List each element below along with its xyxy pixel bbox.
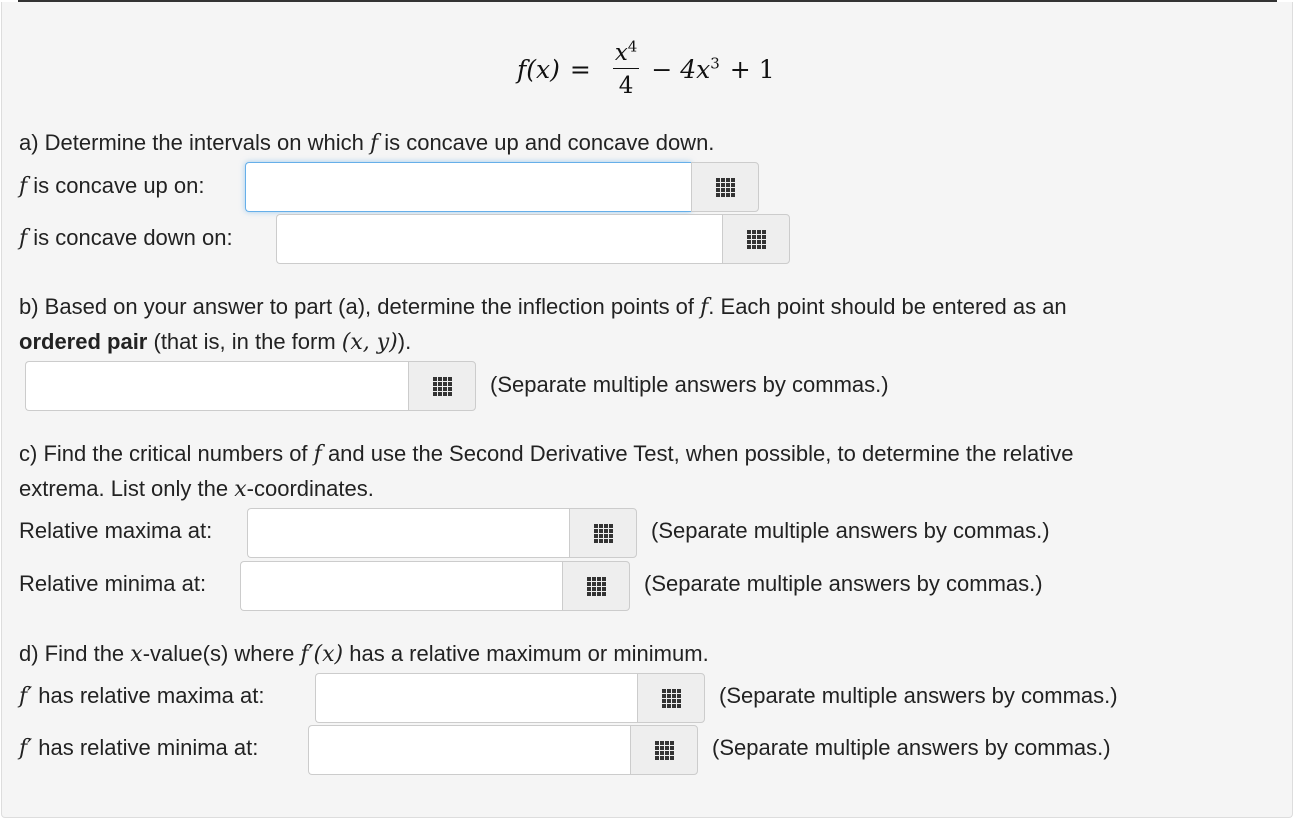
equation-lhs: f(x) xyxy=(517,54,560,84)
grid-icon xyxy=(662,689,681,708)
relative-minima-group xyxy=(240,561,630,611)
concave-up-label: f is concave up on: xyxy=(19,173,205,199)
fraction-denominator: 4 xyxy=(613,68,640,99)
concave-up-group xyxy=(245,162,759,212)
fprime-minima-group xyxy=(308,725,698,775)
relative-minima-hint: (Separate multiple answers by commas.) xyxy=(644,571,1043,596)
numerator-exponent: 4 xyxy=(627,36,638,55)
fprime-maxima-group xyxy=(315,673,705,723)
inflection-points-math-button[interactable] xyxy=(408,361,476,411)
part-b-prompt-line-2: ordered pair (that is, in the form (x, y)). xyxy=(19,329,412,355)
part-a-prompt: a) Determine the intervals on which f is concave up and concave down. xyxy=(19,130,715,156)
fprime-maxima-input[interactable] xyxy=(315,673,637,723)
equation-equals: = xyxy=(569,54,591,84)
concave-down-group xyxy=(276,214,790,264)
concave-down-input[interactable] xyxy=(276,214,722,264)
grid-icon xyxy=(747,230,766,249)
equation-fraction xyxy=(609,36,644,99)
fprime-minima-hint: (Separate multiple answers by commas.) xyxy=(712,735,1111,760)
part-c-prompt-line-2: extrema. List only the x-coordinates. xyxy=(19,476,374,502)
fprime-maxima-math-button[interactable] xyxy=(637,673,705,723)
relative-maxima-group xyxy=(247,508,637,558)
grid-icon xyxy=(587,577,606,596)
concave-up-input[interactable] xyxy=(245,162,691,212)
equation-term-3: + 1 xyxy=(729,54,775,84)
part-b-prompt-line-1: b) Based on your answer to part (a), determine the inflection points of f. Each point should be entered as an xyxy=(19,294,1067,320)
relative-minima-input[interactable] xyxy=(240,561,562,611)
concave-down-label: f is concave down on: xyxy=(19,225,233,251)
relative-maxima-input[interactable] xyxy=(247,508,569,558)
part-c-prompt-line-1: c) Find the critical numbers of f and use the Second Derivative Test, when possible, to determine the relative xyxy=(19,441,1074,467)
fprime-minima-math-button[interactable] xyxy=(630,725,698,775)
relative-maxima-math-button[interactable] xyxy=(569,508,637,558)
grid-icon xyxy=(716,178,735,197)
relative-minima-label: Relative minima at: xyxy=(19,571,207,596)
inflection-points-group xyxy=(25,361,476,411)
relative-maxima-hint: (Separate multiple answers by commas.) xyxy=(651,518,1050,543)
inflection-points-input[interactable] xyxy=(25,361,408,411)
grid-icon xyxy=(594,524,613,543)
term-2-exponent: 3 xyxy=(710,54,720,73)
fprime-maxima-label: f′ has relative maxima at: xyxy=(19,683,265,709)
equation-term-2: − $4x^3$ xyxy=(651,54,720,84)
grid-icon xyxy=(655,741,674,760)
relative-minima-math-button[interactable] xyxy=(562,561,630,611)
fraction-numerator: x xyxy=(614,39,628,66)
fprime-minima-label: f′ has relative minima at: xyxy=(19,735,259,761)
part-d-prompt: d) Find the x-value(s) where f′(x) has a relative maximum or minimum. xyxy=(19,641,709,667)
concave-down-math-button[interactable] xyxy=(722,214,790,264)
relative-maxima-label: Relative maxima at: xyxy=(19,518,213,543)
grid-icon xyxy=(433,377,452,396)
concave-up-math-button[interactable] xyxy=(691,162,759,212)
inflection-points-hint: (Separate multiple answers by commas.) xyxy=(490,372,889,397)
fprime-maxima-hint: (Separate multiple answers by commas.) xyxy=(719,683,1118,708)
fprime-minima-input[interactable] xyxy=(308,725,630,775)
function-equation xyxy=(517,34,775,104)
